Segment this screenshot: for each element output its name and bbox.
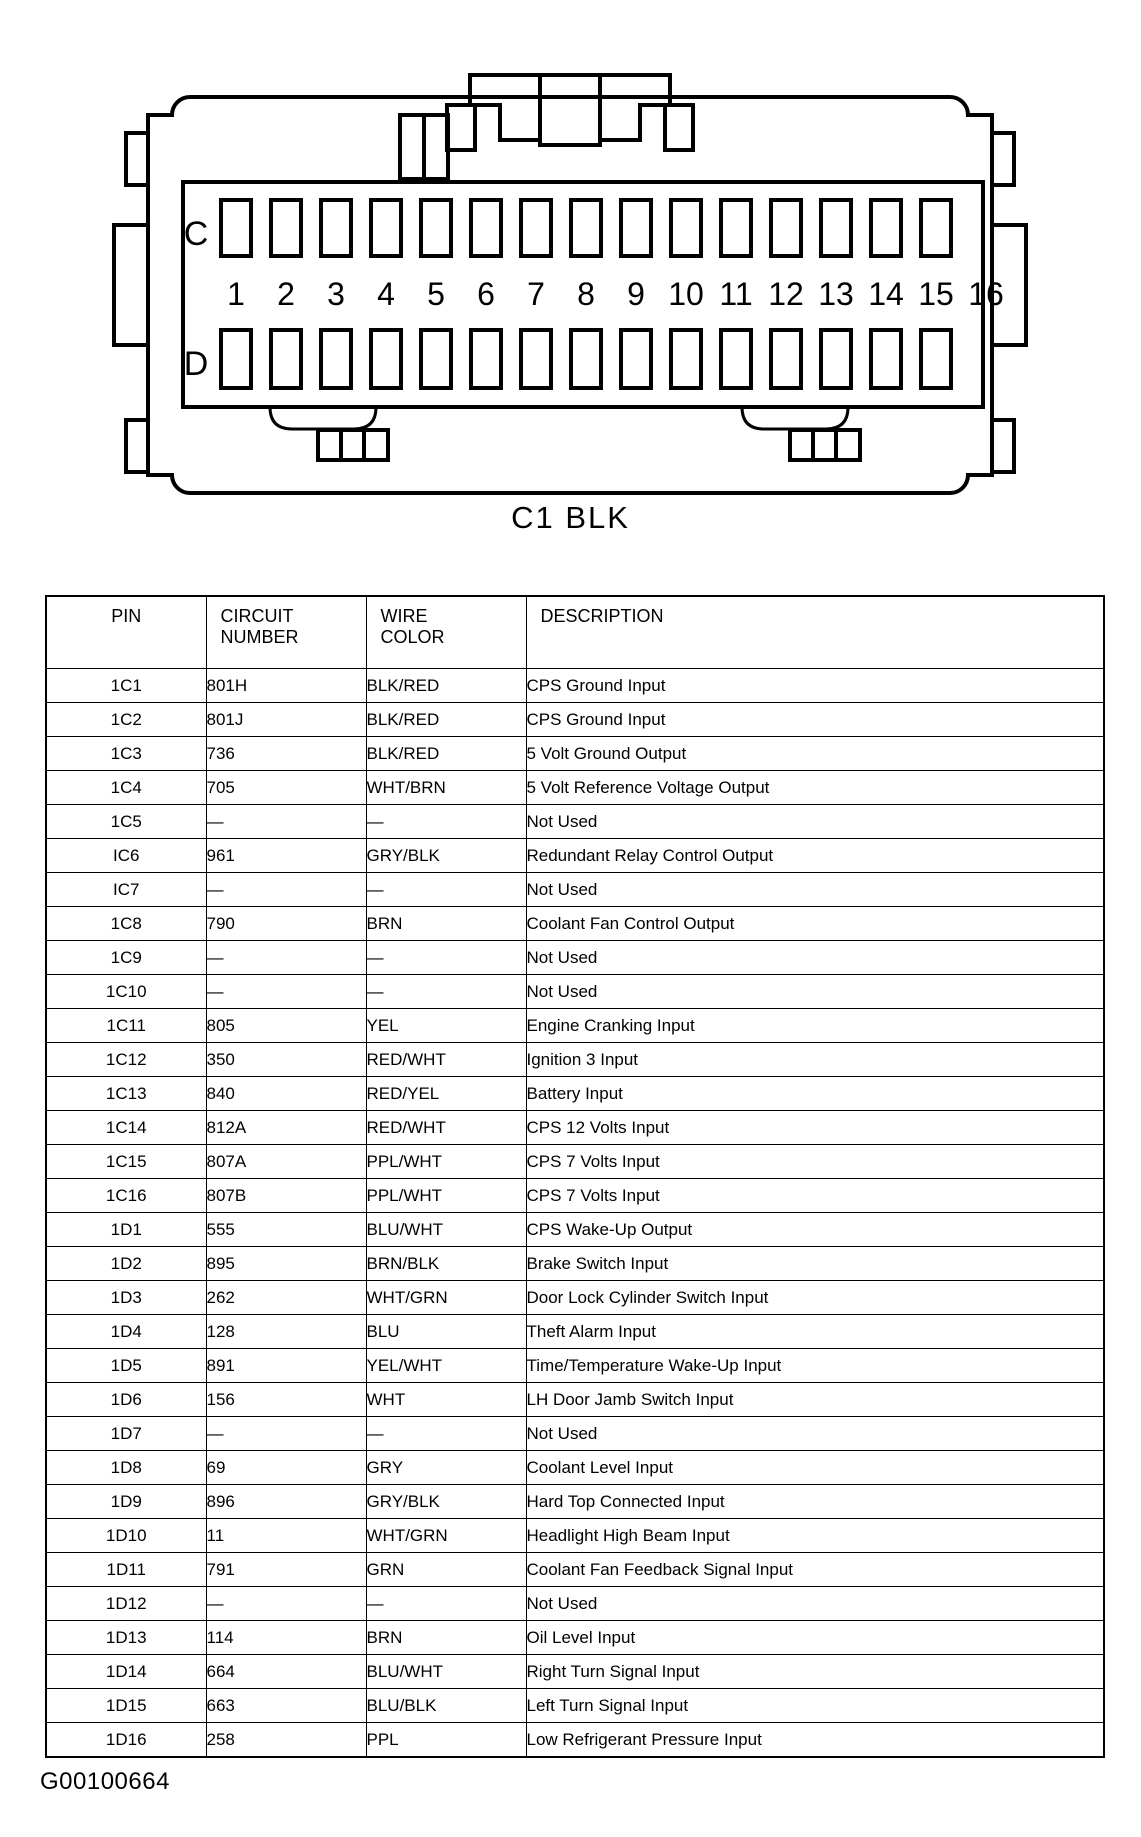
cell-description: Coolant Level Input <box>526 1451 1104 1485</box>
table-row <box>46 1689 1104 1723</box>
pin-number-label: 7 <box>527 276 545 312</box>
cell-circuit: 258 <box>206 1723 366 1758</box>
pin-number-label: 11 <box>719 276 753 312</box>
cell-pin: 1D3 <box>46 1281 206 1315</box>
figure-id: G00100664 <box>40 1768 170 1795</box>
pin-number-label: 6 <box>477 276 495 312</box>
cell-circuit: 350 <box>206 1043 366 1077</box>
cell-circuit: — <box>206 941 366 975</box>
table-row <box>46 1621 1104 1655</box>
cell-description: CPS 7 Volts Input <box>526 1179 1104 1213</box>
slot-b <box>424 115 448 179</box>
table-row <box>46 771 1104 805</box>
cell-circuit: 262 <box>206 1281 366 1315</box>
table-row <box>46 1213 1104 1247</box>
row-d-cavities <box>221 330 951 388</box>
cell-wire: — <box>366 941 526 975</box>
row-label-c: C <box>183 215 209 253</box>
cell-wire: — <box>366 975 526 1009</box>
header-description: DESCRIPTION <box>526 596 1104 669</box>
cell-wire: — <box>366 873 526 907</box>
cell-pin: 1C11 <box>46 1009 206 1043</box>
cell-wire: BLU/WHT <box>366 1655 526 1689</box>
header-wire-color <box>366 596 526 669</box>
pin-number-label: 8 <box>577 276 595 312</box>
cell-description: Engine Cranking Input <box>526 1009 1104 1043</box>
cell-circuit: — <box>206 1417 366 1451</box>
right-ear-bottom <box>992 420 1014 472</box>
table-row <box>46 975 1104 1009</box>
cell-wire: PPL <box>366 1723 526 1758</box>
cell-wire: BLK/RED <box>366 669 526 703</box>
cell-pin: 1D6 <box>46 1383 206 1417</box>
cell-circuit: 807A <box>206 1145 366 1179</box>
cell-pin: IC7 <box>46 873 206 907</box>
cell-wire: BLU <box>366 1315 526 1349</box>
cell-circuit: 664 <box>206 1655 366 1689</box>
cell-description: Headlight High Beam Input <box>526 1519 1104 1553</box>
table-row <box>46 1451 1104 1485</box>
table-row <box>46 1009 1104 1043</box>
cell-pin: 1D14 <box>46 1655 206 1689</box>
header-wire-line1: WIRE <box>380 606 428 626</box>
latch-inner <box>540 75 600 145</box>
cell-wire: PPL/WHT <box>366 1179 526 1213</box>
cell-pin: 1C12 <box>46 1043 206 1077</box>
pin-number-label: 3 <box>327 276 345 312</box>
slot-a <box>400 115 424 179</box>
cell-pin: IC6 <box>46 839 206 873</box>
pin-number-label: 15 <box>918 276 954 312</box>
cell-circuit: 896 <box>206 1485 366 1519</box>
pin-number-label: 12 <box>768 276 804 312</box>
cell-wire: WHT <box>366 1383 526 1417</box>
cell-pin: 1D4 <box>46 1315 206 1349</box>
cell-circuit: 555 <box>206 1213 366 1247</box>
cell-pin: 1D11 <box>46 1553 206 1587</box>
cell-pin: 1C9 <box>46 941 206 975</box>
table-row <box>46 873 1104 907</box>
pin-number-label: 14 <box>868 276 904 312</box>
cell-wire: YEL <box>366 1009 526 1043</box>
pin-number-label: 9 <box>627 276 645 312</box>
cell-description: Not Used <box>526 1417 1104 1451</box>
connector-diagram <box>0 0 1141 510</box>
cell-circuit: 114 <box>206 1621 366 1655</box>
cell-wire: WHT/GRN <box>366 1519 526 1553</box>
bracket-left <box>270 407 376 429</box>
table-row <box>46 1417 1104 1451</box>
cell-wire: BLK/RED <box>366 737 526 771</box>
cell-pin: 1D2 <box>46 1247 206 1281</box>
cell-pin: 1C3 <box>46 737 206 771</box>
table-row <box>46 1723 1104 1758</box>
cell-description: CPS Wake-Up Output <box>526 1213 1104 1247</box>
cell-pin: 1C14 <box>46 1111 206 1145</box>
cell-description: LH Door Jamb Switch Input <box>526 1383 1104 1417</box>
cell-wire: RED/YEL <box>366 1077 526 1111</box>
left-ear-bottom <box>126 420 148 472</box>
table-row <box>46 1553 1104 1587</box>
table-row <box>46 1281 1104 1315</box>
cell-wire: BRN <box>366 907 526 941</box>
table-row <box>46 1111 1104 1145</box>
table-row <box>46 1349 1104 1383</box>
pin-number-label: 5 <box>427 276 445 312</box>
cell-circuit: — <box>206 1587 366 1621</box>
cell-circuit: 69 <box>206 1451 366 1485</box>
cell-wire: RED/WHT <box>366 1111 526 1145</box>
pin-number-label: 13 <box>818 276 854 312</box>
pin-number-label: 16 <box>968 276 1004 312</box>
cell-circuit: — <box>206 873 366 907</box>
cell-pin: 1D13 <box>46 1621 206 1655</box>
cell-description: Not Used <box>526 1587 1104 1621</box>
cell-pin: 1C16 <box>46 1179 206 1213</box>
cell-wire: BRN/BLK <box>366 1247 526 1281</box>
cell-pin: 1D1 <box>46 1213 206 1247</box>
left-ear-top <box>126 133 148 185</box>
cell-description: Ignition 3 Input <box>526 1043 1104 1077</box>
bottom-key-left-ribs <box>318 430 388 460</box>
pin-number-label: 1 <box>227 276 245 312</box>
cell-wire: BLU/BLK <box>366 1689 526 1723</box>
cell-circuit: 791 <box>206 1553 366 1587</box>
cell-description: CPS 7 Volts Input <box>526 1145 1104 1179</box>
table-row <box>46 839 1104 873</box>
table-row <box>46 805 1104 839</box>
cell-pin: 1C4 <box>46 771 206 805</box>
cell-description: Oil Level Input <box>526 1621 1104 1655</box>
table-row <box>46 1043 1104 1077</box>
cell-circuit: 840 <box>206 1077 366 1111</box>
pin-number-label: 4 <box>377 276 395 312</box>
cell-pin: 1D5 <box>46 1349 206 1383</box>
cell-circuit: 156 <box>206 1383 366 1417</box>
cell-wire: BRN <box>366 1621 526 1655</box>
cell-circuit: 961 <box>206 839 366 873</box>
cell-description: Redundant Relay Control Output <box>526 839 1104 873</box>
cell-pin: 1D9 <box>46 1485 206 1519</box>
cell-circuit: 805 <box>206 1009 366 1043</box>
cell-wire: YEL/WHT <box>366 1349 526 1383</box>
cell-description: Right Turn Signal Input <box>526 1655 1104 1689</box>
connector-svg <box>0 0 1141 510</box>
cell-wire: BLU/WHT <box>366 1213 526 1247</box>
cell-circuit: 891 <box>206 1349 366 1383</box>
cell-description: Not Used <box>526 805 1104 839</box>
right-ear-top <box>992 133 1014 185</box>
cell-wire: — <box>366 1587 526 1621</box>
latch-left-step <box>447 105 475 150</box>
cell-circuit: 807B <box>206 1179 366 1213</box>
cell-description: Brake Switch Input <box>526 1247 1104 1281</box>
cell-wire: WHT/GRN <box>366 1281 526 1315</box>
latch-right-step <box>665 105 693 150</box>
cell-circuit: — <box>206 975 366 1009</box>
cell-description: Coolant Fan Control Output <box>526 907 1104 941</box>
cell-pin: 1D15 <box>46 1689 206 1723</box>
header-wire-line2: COLOR <box>380 626 445 647</box>
cell-circuit: 812A <box>206 1111 366 1145</box>
pin-number-label: 2 <box>277 276 295 312</box>
table-row <box>46 1077 1104 1111</box>
cell-description: CPS Ground Input <box>526 669 1104 703</box>
cell-pin: 1C8 <box>46 907 206 941</box>
cell-wire: GRY/BLK <box>366 839 526 873</box>
table-row <box>46 1519 1104 1553</box>
cell-description: Door Lock Cylinder Switch Input <box>526 1281 1104 1315</box>
cell-circuit: — <box>206 805 366 839</box>
header-pin: PIN <box>46 596 206 669</box>
pin-number-labels <box>227 276 1004 312</box>
cell-circuit: 736 <box>206 737 366 771</box>
cell-pin: 1C13 <box>46 1077 206 1111</box>
cell-pin: 1D10 <box>46 1519 206 1553</box>
cell-description: Not Used <box>526 941 1104 975</box>
table-row <box>46 737 1104 771</box>
cell-wire: GRN <box>366 1553 526 1587</box>
cell-description: Theft Alarm Input <box>526 1315 1104 1349</box>
table-row <box>46 703 1104 737</box>
cell-description: CPS Ground Input <box>526 703 1104 737</box>
cell-description: Coolant Fan Feedback Signal Input <box>526 1553 1104 1587</box>
cell-circuit: 705 <box>206 771 366 805</box>
cell-pin: 1D8 <box>46 1451 206 1485</box>
cell-description: Left Turn Signal Input <box>526 1689 1104 1723</box>
cell-pin: 1C1 <box>46 669 206 703</box>
bottom-key-left <box>318 430 388 460</box>
cell-pin: 1C10 <box>46 975 206 1009</box>
cell-circuit: 790 <box>206 907 366 941</box>
row-c-cavities <box>221 200 951 256</box>
cell-wire: RED/WHT <box>366 1043 526 1077</box>
bottom-key-right <box>790 430 860 460</box>
cell-circuit: 663 <box>206 1689 366 1723</box>
pin-number-label: 10 <box>668 276 704 312</box>
cell-wire: — <box>366 805 526 839</box>
table-row <box>46 1655 1104 1689</box>
cell-wire: GRY <box>366 1451 526 1485</box>
left-ear-middle <box>114 225 148 345</box>
table-row <box>46 1485 1104 1519</box>
cell-wire: WHT/BRN <box>366 771 526 805</box>
cell-pin: 1C15 <box>46 1145 206 1179</box>
cell-pin: 1C2 <box>46 703 206 737</box>
table-row <box>46 1247 1104 1281</box>
header-circuit-number <box>206 596 366 669</box>
table-row <box>46 907 1104 941</box>
table-row <box>46 1179 1104 1213</box>
cell-circuit: 895 <box>206 1247 366 1281</box>
table-body <box>46 669 1104 1758</box>
cell-description: Time/Temperature Wake-Up Input <box>526 1349 1104 1383</box>
cell-description: 5 Volt Ground Output <box>526 737 1104 771</box>
table-row <box>46 1587 1104 1621</box>
connector-outer-shell <box>148 97 992 493</box>
table-row <box>46 669 1104 703</box>
cell-description: Not Used <box>526 873 1104 907</box>
cell-description: 5 Volt Reference Voltage Output <box>526 771 1104 805</box>
cell-wire: PPL/WHT <box>366 1145 526 1179</box>
cell-description: Not Used <box>526 975 1104 1009</box>
table-row <box>46 1383 1104 1417</box>
cell-description: Hard Top Connected Input <box>526 1485 1104 1519</box>
cell-pin: 1D7 <box>46 1417 206 1451</box>
cell-circuit: 801J <box>206 703 366 737</box>
table-row <box>46 941 1104 975</box>
connector-caption: C1 BLK <box>511 500 630 535</box>
row-label-d: D <box>183 345 209 383</box>
cell-pin: 1D12 <box>46 1587 206 1621</box>
table-header-row <box>46 596 1104 669</box>
cell-wire: — <box>366 1417 526 1451</box>
cell-circuit: 801H <box>206 669 366 703</box>
header-circuit-line1: CIRCUIT <box>220 606 294 626</box>
header-circuit-line2: NUMBER <box>220 626 299 647</box>
cell-description: CPS 12 Volts Input <box>526 1111 1104 1145</box>
bracket-right <box>742 407 848 429</box>
cell-description: Low Refrigerant Pressure Input <box>526 1723 1104 1758</box>
pin-table <box>45 595 1105 1758</box>
cell-pin: 1C5 <box>46 805 206 839</box>
cell-wire: GRY/BLK <box>366 1485 526 1519</box>
table-row <box>46 1145 1104 1179</box>
table-row <box>46 1315 1104 1349</box>
cell-description: Battery Input <box>526 1077 1104 1111</box>
bottom-key-right-ribs <box>790 430 860 460</box>
pin-table-container <box>45 595 1103 1758</box>
cell-circuit: 11 <box>206 1519 366 1553</box>
cell-wire: BLK/RED <box>366 703 526 737</box>
cell-pin: 1D16 <box>46 1723 206 1758</box>
table-header <box>46 596 1104 669</box>
cell-circuit: 128 <box>206 1315 366 1349</box>
